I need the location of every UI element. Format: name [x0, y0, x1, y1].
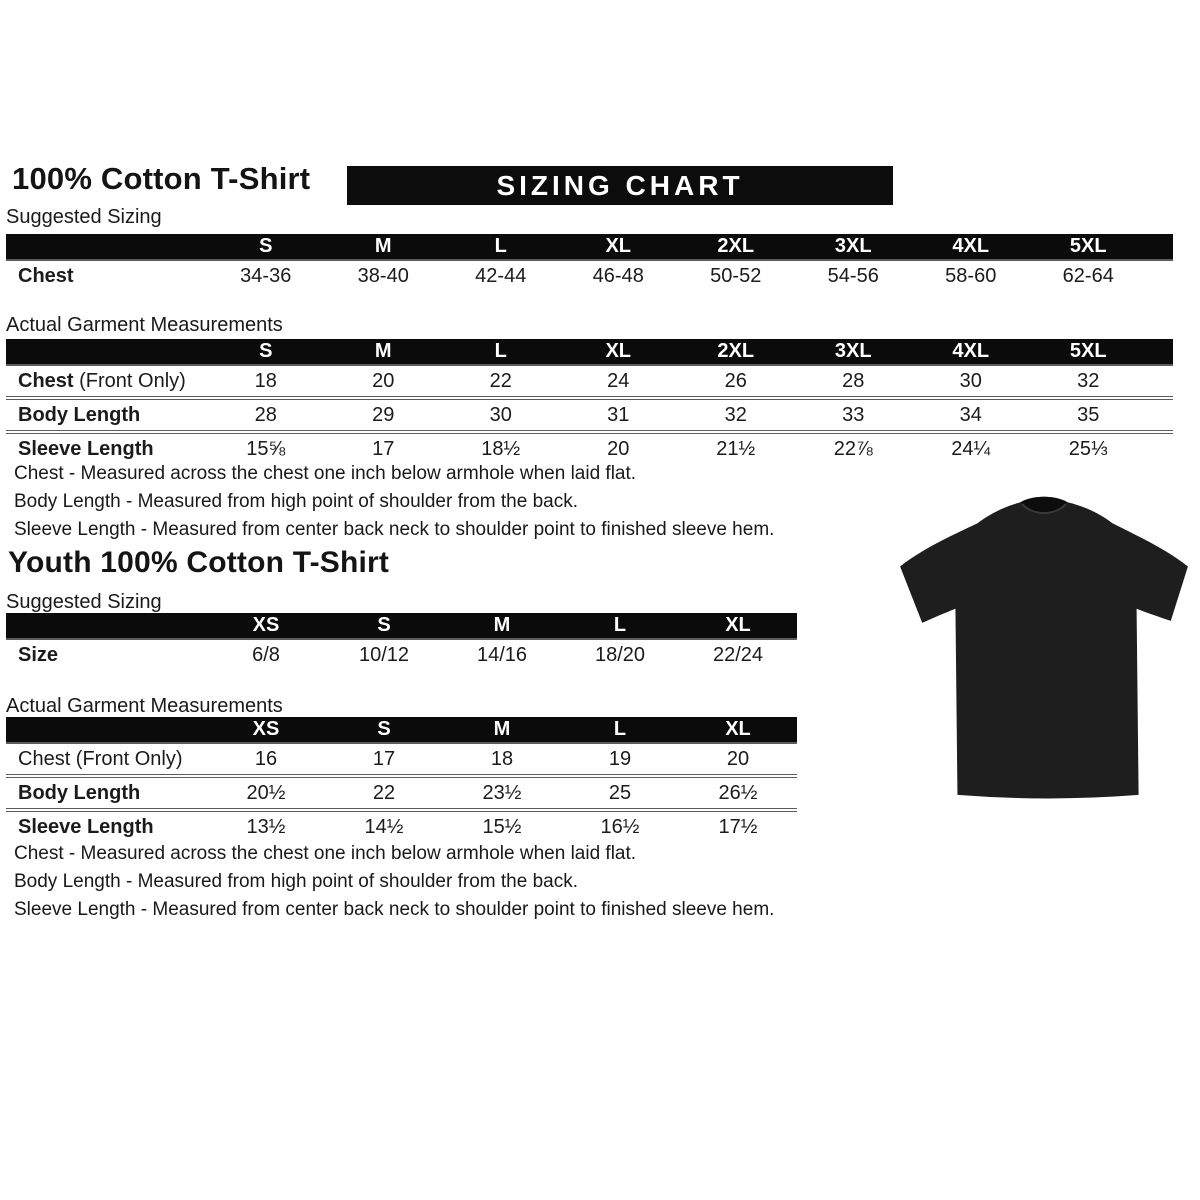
size-header-row: [6, 717, 797, 743]
size-value-cell: 26: [724, 369, 747, 392]
row-label: Chest: [18, 264, 74, 287]
size-value-cell: 17: [372, 437, 395, 460]
table-row: [6, 260, 1173, 291]
size-value-cell: 32: [1077, 369, 1100, 392]
size-value-cell: 15½: [482, 815, 522, 838]
size-value-cell: 29: [372, 403, 395, 426]
table-corner: [6, 339, 207, 365]
size-column-header: S: [207, 234, 325, 260]
size-value-cell: 38-40: [357, 264, 409, 287]
size-column-header: M: [443, 613, 561, 639]
row-label: Chest (Front Only): [18, 369, 186, 392]
size-value-cell: 26½: [718, 781, 758, 804]
table-corner: [6, 234, 207, 260]
size-column-header: M: [325, 234, 443, 260]
row-label: Sleeve Length: [18, 815, 154, 838]
header-spacer: [1147, 234, 1173, 260]
size-value-cell: 30: [959, 369, 982, 392]
size-column-header: XS: [207, 613, 325, 639]
size-value-cell: 18½: [481, 437, 521, 460]
measurement-note-line: Sleeve Length - Measured from center back neck to shoulder point to finished sleeve hem.: [14, 899, 775, 920]
size-value-cell: 19: [608, 747, 632, 770]
size-value-cell: 22: [489, 369, 512, 392]
adult-suggested-sizing-table: [6, 234, 1173, 291]
size-column-header: S: [325, 717, 443, 743]
row-label: Sleeve Length: [18, 437, 154, 460]
size-value-cell: 17: [372, 747, 396, 770]
size-value-cell: 35: [1077, 403, 1100, 426]
size-value-cell: 24¼: [951, 437, 991, 460]
youth-suggested-sizing-table: [6, 613, 797, 670]
size-value-cell: 13½: [246, 815, 286, 838]
size-value-cell: 10/12: [358, 643, 410, 666]
row-label: Body Length: [18, 781, 141, 804]
size-value-cell: 32: [724, 403, 747, 426]
size-value-cell: 46-48: [592, 264, 644, 287]
size-value-cell: 24: [607, 369, 630, 392]
size-column-header: XL: [560, 339, 678, 365]
size-value-cell: 16: [254, 747, 278, 770]
size-value-cell: 58-60: [945, 264, 997, 287]
size-value-cell: 42-44: [475, 264, 527, 287]
size-column-header: S: [325, 613, 443, 639]
size-value-cell: 62-64: [1062, 264, 1114, 287]
header-spacer: [1147, 339, 1173, 365]
row-spacer: [1147, 398, 1173, 432]
size-value-cell: 15⅝: [246, 437, 286, 460]
size-value-cell: 22⅞: [833, 437, 873, 460]
measurement-note-line: Sleeve Length - Measured from center back neck to shoulder point to finished sleeve hem.: [14, 519, 775, 540]
size-value-cell: 30: [489, 403, 512, 426]
measurement-note-line: Chest - Measured across the chest one inch below armhole when laid flat.: [14, 463, 637, 484]
page-title: 100% Cotton T-Shirt: [12, 161, 311, 196]
measurement-note-line: Body Length - Measured from high point of shoulder from the back.: [14, 871, 578, 892]
youth-title: Youth 100% Cotton T-Shirt: [8, 546, 390, 579]
size-value-cell: 18/20: [594, 643, 646, 666]
size-value-cell: 17½: [718, 815, 758, 838]
size-column-header: S: [207, 339, 325, 365]
row-spacer: [1147, 365, 1173, 398]
adult-actual-measurements-label: Actual Garment Measurements: [6, 314, 283, 336]
size-column-header: L: [561, 717, 679, 743]
row-label: Chest (Front Only): [18, 747, 183, 770]
size-value-cell: 20: [607, 437, 630, 460]
size-value-cell: 20: [372, 369, 395, 392]
size-column-header: XL: [679, 717, 797, 743]
size-value-cell: 25⅓: [1068, 437, 1108, 460]
table-corner: [6, 717, 207, 743]
table-row: [6, 810, 797, 842]
size-column-header: XS: [207, 717, 325, 743]
adult-suggested-sizing-label: Suggested Sizing: [6, 206, 162, 228]
size-value-cell: 22/24: [712, 643, 764, 666]
size-value-cell: 14/16: [476, 643, 528, 666]
adult-measurement-notes: [14, 460, 774, 544]
size-column-header: L: [442, 339, 560, 365]
size-value-cell: 31: [607, 403, 630, 426]
table-row: [6, 743, 797, 776]
row-spacer: [1147, 432, 1173, 464]
size-column-header: L: [442, 234, 560, 260]
table-row: [6, 365, 1173, 398]
size-value-cell: 14½: [364, 815, 404, 838]
size-column-header: XL: [560, 234, 678, 260]
size-value-cell: 34-36: [240, 264, 292, 287]
row-label: Size: [18, 643, 59, 666]
size-value-cell: 33: [842, 403, 865, 426]
tshirt-silhouette: [900, 497, 1188, 799]
size-value-cell: 28: [842, 369, 865, 392]
size-column-header: 4XL: [912, 339, 1030, 365]
size-column-header: 2XL: [677, 339, 795, 365]
size-column-header: 5XL: [1030, 234, 1148, 260]
table-row: [6, 398, 1173, 432]
size-value-cell: 50-52: [710, 264, 762, 287]
size-value-cell: 21½: [716, 437, 756, 460]
size-value-cell: 34: [959, 403, 982, 426]
size-value-cell: 20: [726, 747, 750, 770]
measurement-note-line: Chest - Measured across the chest one inch below armhole when laid flat.: [14, 843, 637, 864]
table-row: [6, 776, 797, 810]
row-label: Body Length: [18, 403, 141, 426]
table-corner: [6, 613, 207, 639]
adult-actual-measurements-table: [6, 339, 1173, 464]
size-column-header: 5XL: [1030, 339, 1148, 365]
size-value-cell: 23½: [482, 781, 522, 804]
size-value-cell: 20½: [246, 781, 286, 804]
tshirt-image: [893, 490, 1195, 806]
youth-actual-measurements-table: [6, 717, 797, 842]
table-row: [6, 639, 797, 670]
size-value-cell: 18: [490, 747, 514, 770]
size-column-header: 4XL: [912, 234, 1030, 260]
row-spacer: [1147, 260, 1173, 291]
youth-measurement-notes: [14, 840, 774, 924]
size-column-header: 2XL: [677, 234, 795, 260]
size-column-header: M: [325, 339, 443, 365]
youth-actual-measurements-label: Actual Garment Measurements: [6, 695, 283, 717]
sizing-chart-banner: SIZING CHART: [347, 166, 893, 205]
size-header-row: [6, 234, 1173, 260]
size-value-cell: 54-56: [827, 264, 879, 287]
size-value-cell: 16½: [600, 815, 640, 838]
size-value-cell: 18: [254, 369, 277, 392]
size-value-cell: 6/8: [252, 643, 280, 666]
youth-suggested-sizing-label: Suggested Sizing: [6, 591, 162, 613]
size-header-row: [6, 339, 1173, 365]
size-column-header: M: [443, 717, 561, 743]
size-value-cell: 22: [372, 781, 396, 804]
size-column-header: L: [561, 613, 679, 639]
size-value-cell: 25: [608, 781, 632, 804]
size-header-row: [6, 613, 797, 639]
size-column-header: 3XL: [795, 234, 913, 260]
measurement-note-line: Body Length - Measured from high point of shoulder from the back.: [14, 491, 578, 512]
size-column-header: XL: [679, 613, 797, 639]
size-column-header: 3XL: [795, 339, 913, 365]
size-value-cell: 28: [254, 403, 277, 426]
